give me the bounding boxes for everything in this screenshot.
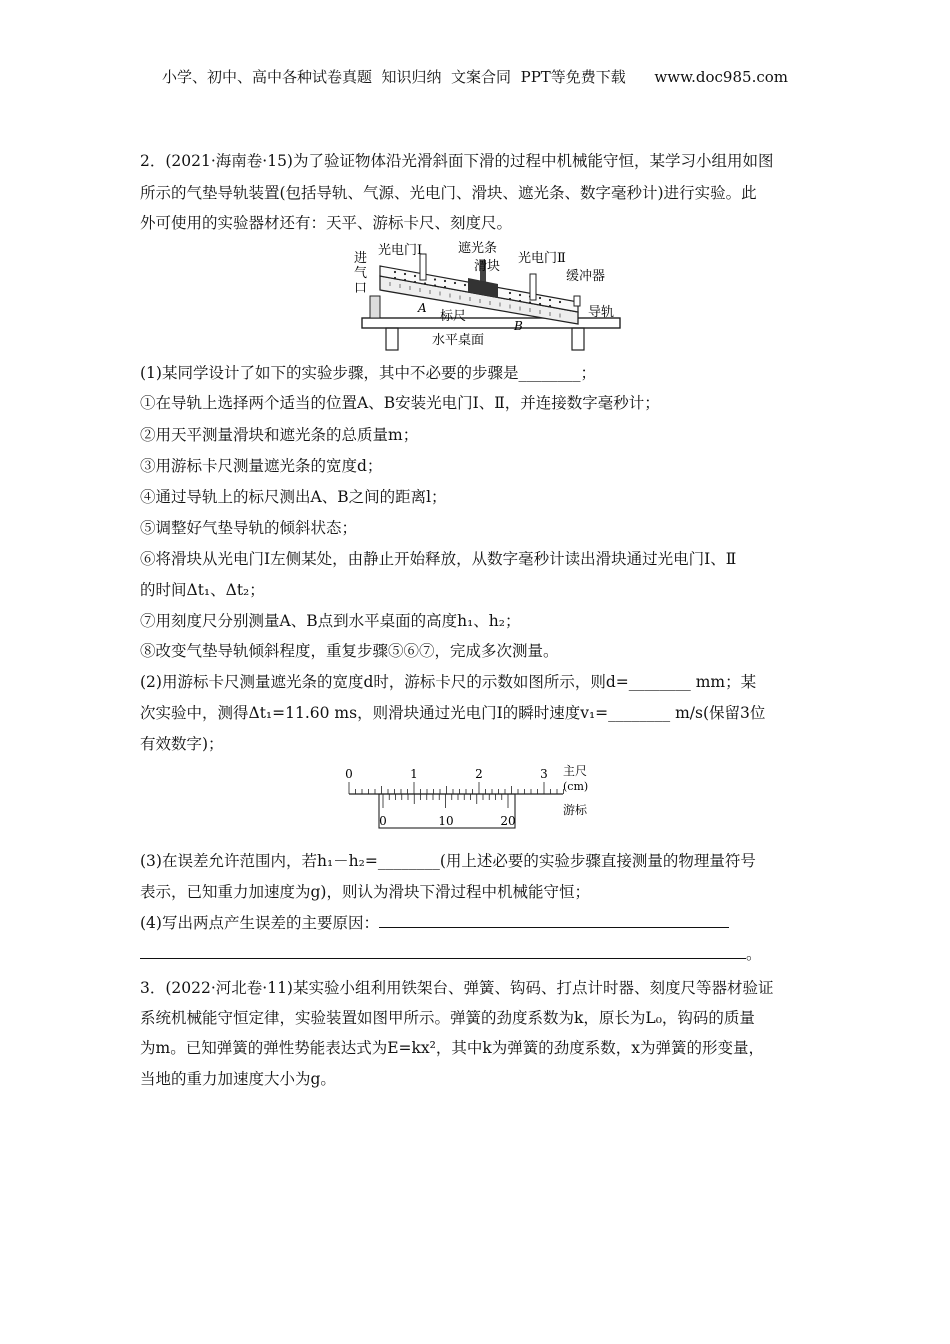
q3-line-4: 当地的重力加速度大小为g。	[140, 1070, 336, 1088]
q2-part-2-line-2: 次实验中，测得Δt₁=11.60 ms，则滑块通过光电门Ⅰ的瞬时速度v₁=________ m/s(保留3位	[140, 704, 766, 722]
label-air-inlet-1: 进	[354, 251, 368, 266]
label-point-b: B	[514, 319, 523, 333]
main-tick-label-2: 2	[475, 767, 483, 781]
table-leg-left	[386, 328, 398, 350]
label-photogate-2: 光电门Ⅱ	[518, 251, 566, 266]
label-shading-strip: 遮光条	[458, 241, 498, 256]
support-block	[370, 296, 380, 318]
q2-step-1: ①在导轨上选择两个适当的位置A、B安装光电门Ⅰ、Ⅱ，并连接数字毫秒计；	[140, 394, 660, 412]
vernier-caliper-figure	[345, 762, 615, 834]
q2-step-6-cont: 的时间Δt₁、Δt₂；	[140, 581, 265, 599]
q2-step-2: ②用天平测量滑块和遮光条的总质量m；	[140, 426, 419, 444]
q2-step-6: ⑥将滑块从光电门Ⅰ左侧某处，由静止开始释放，从数字毫秒计读出滑块通过光电门Ⅰ、Ⅱ	[140, 550, 737, 568]
answer-blank-4a[interactable]	[379, 913, 729, 928]
q3-line-1: 3．(2022·河北卷·11)某实验小组利用铁架台、弹簧、钩码、打点计时器、刻度尺等器材验证	[140, 979, 774, 997]
q2-part-3-line-1: (3)在误差允许范围内，若h₁－h₂=________(用上述必要的实验步骤直接测量的物理量符号	[140, 852, 756, 870]
q2-part-4-cont	[140, 944, 762, 964]
answer-blank-4b[interactable]	[140, 944, 746, 959]
label-air-inlet-3: 口	[354, 281, 368, 296]
vernier-tick-label-10: 10	[438, 814, 454, 828]
main-scale-ticks	[349, 782, 564, 794]
q2-intro-line-1: 2．(2021·海南卷·15)为了验证物体沿光滑斜面下滑的过程中机械能守恒，某学习小组用如图	[140, 152, 774, 170]
label-photogate-1: 光电门Ⅰ	[378, 243, 423, 258]
label-slider: 滑块	[474, 259, 501, 274]
q2-step-3: ③用游标卡尺测量遮光条的宽度d；	[140, 457, 383, 475]
q2-intro-line-2: 所示的气垫导轨装置(包括导轨、气源、光电门、滑块、遮光条、数字毫秒计)进行实验。此	[140, 184, 757, 202]
label-buffer: 缓冲器	[566, 269, 606, 284]
vernier-tick-label-0: 0	[379, 814, 387, 828]
main-scale-unit: (cm)	[563, 780, 589, 793]
label-rail: 导轨	[588, 305, 615, 320]
q2-part-4-prefix: (4)写出两点产生误差的主要原因：	[140, 914, 379, 932]
air-track-figure	[350, 240, 820, 352]
label-point-a: A	[418, 301, 427, 315]
q2-step-5: ⑤调整好气垫导轨的倾斜状态；	[140, 519, 358, 537]
q2-part-4-end: 。	[746, 945, 762, 963]
label-air-inlet-2: 气	[354, 266, 368, 281]
q2-part-2-line-3: 有效数字)；	[140, 735, 224, 753]
main-tick-label-3: 3	[540, 767, 548, 781]
table-leg-right	[572, 328, 584, 350]
q3-line-2: 系统机械能守恒定律，实验装置如图甲所示。弹簧的劲度系数为k，原长为L₀，钩码的质量	[140, 1009, 755, 1027]
q2-step-4: ④通过导轨上的标尺测出A、B之间的距离l；	[140, 488, 447, 506]
vernier-label: 游标	[563, 803, 588, 817]
vernier-tick-label-20: 20	[500, 814, 516, 828]
label-table: 水平桌面	[432, 333, 485, 348]
q2-part-2-line-1: (2)用游标卡尺测量遮光条的宽度d时，游标卡尺的示数如图所示，则d=________ mm；某	[140, 673, 757, 691]
q2-step-8: ⑧改变气垫导轨倾斜程度，重复步骤⑤⑥⑦，完成多次测量。	[140, 642, 559, 660]
q2-part-3-line-2: 表示，已知重力加速度为g)，则认为滑块下滑过程中机械能守恒；	[140, 883, 590, 901]
main-tick-label-1: 1	[410, 767, 418, 781]
q2-step-7: ⑦用刻度尺分别测量A、B点到水平桌面的高度h₁、h₂；	[140, 612, 521, 630]
photogate-2	[530, 274, 536, 300]
q2-intro-line-3: 外可使用的实验器材还有：天平、游标卡尺、刻度尺。	[140, 214, 513, 232]
vernier-scale-ticks	[383, 794, 508, 808]
q2-part-1: (1)某同学设计了如下的实验步骤，其中不必要的步骤是________；	[140, 364, 596, 382]
q3-line-3: 为m。已知弹簧的弹性势能表达式为E=kx²，其中k为弹簧的劲度系数，x为弹簧的形变量，	[140, 1039, 764, 1057]
q2-part-4	[140, 913, 729, 933]
main-tick-label-0: 0	[345, 767, 353, 781]
label-scale: 标尺	[440, 309, 467, 324]
buffer	[574, 296, 580, 306]
page-header: 小学、初中、高中各种试卷真题 知识归纳 文案合同 PPT等免费下载 www.doc985.com	[161, 68, 788, 86]
main-scale-label: 主尺	[563, 764, 588, 778]
table-top	[362, 318, 620, 328]
